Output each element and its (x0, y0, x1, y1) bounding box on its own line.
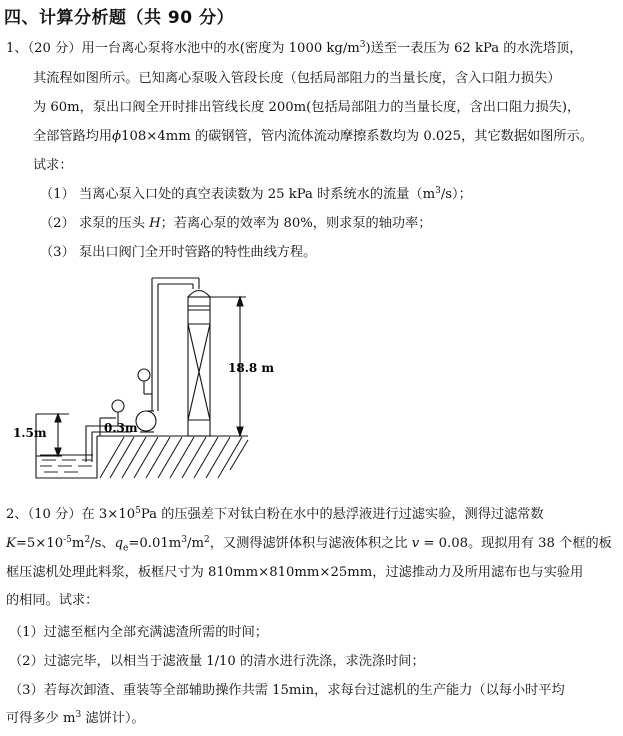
ground-hatch (100, 437, 248, 478)
p2-line2: $K=5\times 10^{-5}m^2/s$、$q_e=0.01m^3/m^2$，又测得滤饼体积与滤液体积之比 v = 0.08。现拟用有 38 个框的板 (6, 535, 612, 554)
wash-tower (188, 297, 210, 436)
p2-question-2: （2）过滤完毕，以相当于滤液量 1/10 的清水进行洗涤，求洗涤时间； (9, 654, 425, 669)
vacuum-gauge (112, 400, 124, 412)
p2-line1: 2、（10 分）在 $3\times 10^5Pa$ 的压强差下对钛白粉在水中的悬浮液进行过滤实验，测得过滤常数 (6, 506, 544, 522)
label-pool-height: 1.5m (13, 426, 47, 440)
p1-line5: 试求： (33, 158, 73, 173)
pressure-gauge (138, 369, 150, 381)
p1-question-3: （3） 泵出口阀门全开时管路的特性曲线方程。 (40, 245, 317, 260)
pump (136, 411, 156, 431)
label-pump-height: 0.3m (104, 421, 138, 435)
p1-line1: 1、（20 分）用一台离心泵将水池中的水(密度为 1000 $kg/m^3$)送至一表压为 62 kPa 的水洗塔顶， (6, 40, 583, 56)
p2-question-3-cont: 可得多少 $m^3$ 滤饼计）。 (6, 710, 145, 726)
section-title: 四、计算分析题（共 90 分） (4, 8, 234, 28)
p1-line2: 其流程如图所示。已知离心泵吸入管段长度（包括局部阻力的当量长度，含入口阻力损失） (33, 71, 561, 86)
p1-question-2: （2） 求泵的压头 H；若离心泵的效率为 80%，则求泵的轴功率； (40, 216, 432, 231)
water-pool (36, 414, 97, 478)
label-tower-height: 18.8 m (228, 361, 275, 375)
p1-line4: 全部管路均用ϕ108×4mm 的碳钢管，管内流体流动摩擦系数均为 0.025，其它数据如图所示。 (33, 129, 593, 144)
p2-question-1: （1）过滤至框内全部充满滤渣所需的时间； (9, 625, 268, 640)
water-surface (40, 455, 93, 472)
p2-line3: 框压滤机处理此料浆，板框尺寸为 810mm×810mm×25mm，过滤推动力及所用滤布也与实验用 (6, 565, 584, 580)
p1-question-1: （1） 当离心泵入口处的真空表读数为 25 kPa 时系统水的流量$(m^3/s)$； (40, 186, 472, 202)
p2-question-3: （3）若每次卸渣、重装等全部辅助操作共需 15min，求每台过滤机的生产能力（以每小时平均 (9, 683, 565, 698)
p1-line3: 为 60m，泵出口阀全开时排出管线长度 200m(包括局部阻力的当量长度，含出口阻力损失)， (33, 100, 581, 115)
p2-line4: 的相同。试求： (6, 593, 99, 608)
